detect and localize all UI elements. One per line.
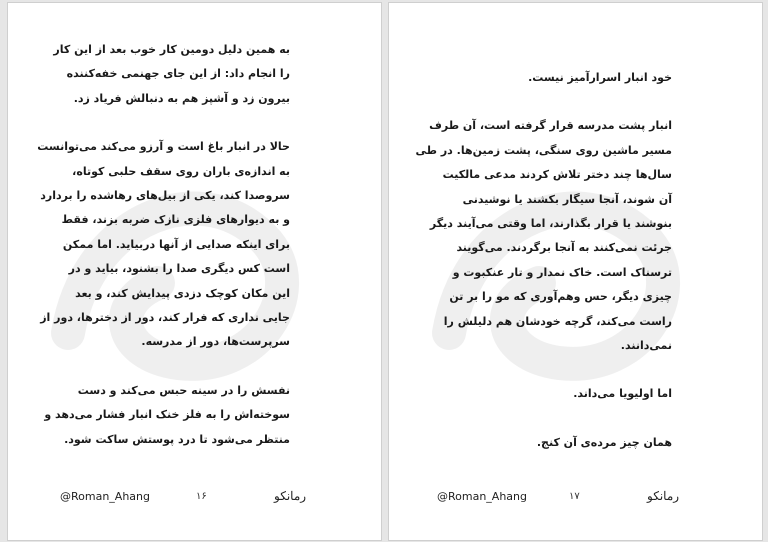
text-line: و به دیوارهای فلزی نازک ضربه بزند، فقط [61,213,290,227]
paragraph [389,431,672,455]
brand-logo: رمانکو [647,489,680,503]
text-line: سوخته‌اش را به فلز خنک انبار فشار می‌دهد و [44,408,290,422]
text-line: انبار پشت مدرسه قرار گرفته است، آن طرف [429,119,672,133]
text-line: نمی‌دانند. [620,339,672,353]
text-line: جایی نداری که فرار کند، دور از دخترها، دور از [40,311,290,325]
text-line: سروصدا کند، یکی از بیل‌های رهاشده را بردارد [40,189,290,203]
page-number: ۱۷ [569,491,580,502]
text-line: خود انبار اسرارآمیز نیست. [528,71,672,84]
text-line: برای اینکه صدایی از آنها دربیاید. اما ممکن [62,237,290,251]
paragraph-gap [8,355,290,379]
paragraph [389,66,672,90]
paragraph-gap [389,358,672,382]
text-line: به اندازه‌ی باران روی سقف حلبی کوتاه، [72,164,290,178]
page-body [8,38,381,452]
text-line: سرپرست‌ها، دور از مدرسه. [141,335,290,349]
paragraph [389,114,672,358]
text-line: است کس دیگری صدا را بشنود، بیاید و در [68,262,290,276]
footer-handle[interactable]: @Roman_Ahang [437,490,527,503]
text-line: آن شوند، آنجا سیگار بکشند یا نوشیدنی [462,192,672,206]
page-body [389,66,762,455]
footer-handle[interactable]: @Roman_Ahang [60,490,150,503]
text-line: نفسش را در سینه حبس می‌کند و دست [77,383,290,397]
text-line: چیزی دیگر، حس وهم‌آوری که مو را بر تن [449,290,672,304]
page-right [389,3,762,540]
page-number: ۱۶ [196,491,207,502]
text-line: بیرون زد و آشپز هم به دنبالش فریاد زد. [73,91,290,105]
text-line: همان چیز مرده‌ی آن کنج. [536,435,672,449]
text-line: جرئت نمی‌کنند به آنجا برگردند. می‌گویند [456,241,672,255]
paragraph [8,38,290,111]
text-line: اما اولیویا می‌داند. [573,387,672,401]
paragraph [8,379,290,452]
brand-logo: رمانکو [274,489,307,503]
text-line: این مکان کوچک دزدی پیدایش کند، و بعد [75,286,290,300]
page-left [8,3,381,540]
text-line: را انجام داد: از این جای جهنمی خفه‌کننده [66,67,290,81]
text-line: ترسناک است. خاک نمدار و تار عنکبوت و [452,265,672,279]
text-line: حالا در انبار باغ است و آرزو می‌کند می‌توانست [37,140,290,154]
text-line: بنوشند یا قرار بگذارند، اما وقتی می‌آیند دیگر [429,217,672,231]
paragraph-gap [389,407,672,431]
text-line: به همین دلیل دومین کار خوب بعد از این کار [53,43,290,56]
text-line: سال‌ها چند دختر تلاش کردند مدعی مالکیت [442,168,672,182]
paragraph [8,135,290,355]
text-line: راست می‌کند، گرچه خودشان هم دلیلش را [443,314,672,328]
paragraph [389,382,672,406]
text-line: مسیر ماشین روی سنگی، پشت زمین‌ها. در طی [415,143,672,157]
paragraph-gap [389,90,672,114]
text-line: منتظر می‌شود تا درد پوستش ساکت شود. [64,432,290,446]
paragraph-gap [8,111,290,135]
